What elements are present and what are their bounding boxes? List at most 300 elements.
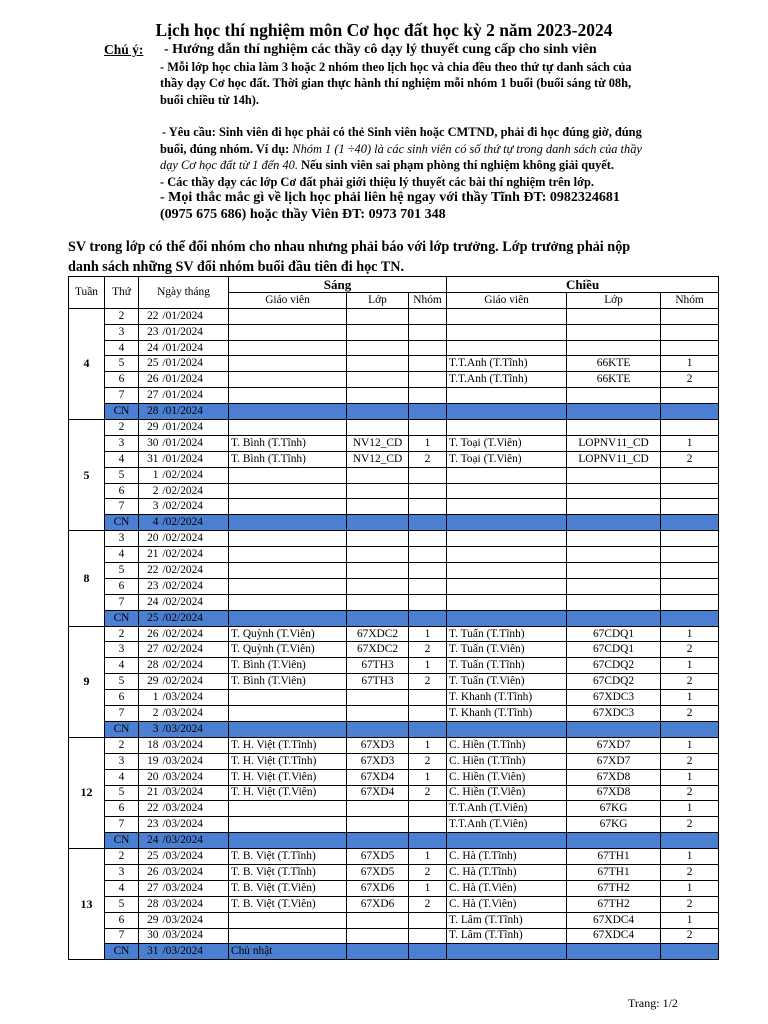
morning-class bbox=[347, 610, 409, 626]
afternoon-class bbox=[567, 547, 661, 563]
afternoon-teacher: T.T.Anh (T.Tĩnh) bbox=[447, 356, 567, 372]
table-row bbox=[69, 356, 719, 372]
month-cell: /03/2024 bbox=[161, 912, 229, 928]
table-row bbox=[69, 499, 719, 515]
morning-group bbox=[409, 467, 447, 483]
afternoon-class bbox=[567, 944, 661, 960]
morning-class bbox=[347, 356, 409, 372]
thu-cell: 2 bbox=[105, 420, 139, 436]
day-cell: 26 bbox=[139, 626, 161, 642]
month-cell: /01/2024 bbox=[161, 435, 229, 451]
thu-cell: 3 bbox=[105, 531, 139, 547]
table-row bbox=[69, 849, 719, 865]
day-cell: 21 bbox=[139, 785, 161, 801]
afternoon-group: 1 bbox=[661, 435, 719, 451]
table-row bbox=[69, 340, 719, 356]
morning-group: 2 bbox=[409, 674, 447, 690]
afternoon-class: 67TH1 bbox=[567, 849, 661, 865]
afternoon-teacher bbox=[447, 308, 567, 324]
table-row bbox=[69, 610, 719, 626]
afternoon-teacher bbox=[447, 563, 567, 579]
morning-group bbox=[409, 721, 447, 737]
header-chieu-nhom: Nhóm bbox=[661, 292, 719, 308]
morning-class bbox=[347, 388, 409, 404]
afternoon-teacher bbox=[447, 388, 567, 404]
month-cell: /02/2024 bbox=[161, 674, 229, 690]
note-3a: - Yêu cầu: Sinh viên đi học phải có thẻ Sinh viên hoặc CMTND, phải đi học đúng giờ, đúng bbox=[162, 125, 642, 139]
month-cell: /03/2024 bbox=[161, 896, 229, 912]
afternoon-teacher bbox=[447, 721, 567, 737]
table-row bbox=[69, 372, 719, 388]
afternoon-class bbox=[567, 563, 661, 579]
morning-group bbox=[409, 928, 447, 944]
afternoon-class bbox=[567, 388, 661, 404]
morning-class bbox=[347, 372, 409, 388]
morning-group bbox=[409, 706, 447, 722]
morning-group: 1 bbox=[409, 849, 447, 865]
morning-teacher: T. H. Việt (T.Viên) bbox=[229, 785, 347, 801]
afternoon-class: 67KG bbox=[567, 801, 661, 817]
afternoon-group bbox=[661, 308, 719, 324]
thu-cell: CN bbox=[105, 944, 139, 960]
afternoon-group: 1 bbox=[661, 690, 719, 706]
table-row bbox=[69, 563, 719, 579]
table-row bbox=[69, 690, 719, 706]
morning-class bbox=[347, 912, 409, 928]
morning-teacher: T. Quỳnh (T.Viên) bbox=[229, 626, 347, 642]
morning-group: 1 bbox=[409, 737, 447, 753]
afternoon-class bbox=[567, 578, 661, 594]
afternoon-group: 1 bbox=[661, 769, 719, 785]
day-cell: 25 bbox=[139, 610, 161, 626]
afternoon-teacher bbox=[447, 515, 567, 531]
month-cell: /03/2024 bbox=[161, 753, 229, 769]
morning-class bbox=[347, 324, 409, 340]
table-row bbox=[69, 483, 719, 499]
month-cell: /02/2024 bbox=[161, 594, 229, 610]
thu-cell: 5 bbox=[105, 785, 139, 801]
afternoon-class: 67TH1 bbox=[567, 864, 661, 880]
thu-cell: CN bbox=[105, 610, 139, 626]
month-cell: /03/2024 bbox=[161, 737, 229, 753]
morning-group: 2 bbox=[409, 451, 447, 467]
morning-group: 2 bbox=[409, 753, 447, 769]
thu-cell: 6 bbox=[105, 801, 139, 817]
afternoon-teacher: T.T.Anh (T.Tĩnh) bbox=[447, 372, 567, 388]
morning-teacher bbox=[229, 721, 347, 737]
thu-cell: 2 bbox=[105, 626, 139, 642]
afternoon-group bbox=[661, 467, 719, 483]
table-row bbox=[69, 594, 719, 610]
day-cell: 27 bbox=[139, 880, 161, 896]
thu-cell: 7 bbox=[105, 928, 139, 944]
afternoon-group bbox=[661, 721, 719, 737]
afternoon-group: 1 bbox=[661, 356, 719, 372]
note-1: - Hướng dẫn thí nghiệm các thầy cô dạy lý thuyết cung cấp cho sinh viên bbox=[164, 42, 597, 57]
note-label: Chú ý: bbox=[104, 42, 144, 57]
table-row bbox=[69, 578, 719, 594]
afternoon-teacher: C. Hiền (T.Viên) bbox=[447, 785, 567, 801]
afternoon-class: 67XDC4 bbox=[567, 928, 661, 944]
morning-class: 67XD6 bbox=[347, 896, 409, 912]
morning-teacher: T. H. Việt (T.Viên) bbox=[229, 769, 347, 785]
afternoon-class: 67XDC3 bbox=[567, 706, 661, 722]
afternoon-class bbox=[567, 594, 661, 610]
afternoon-group bbox=[661, 483, 719, 499]
afternoon-class: 66KTE bbox=[567, 356, 661, 372]
day-cell: 26 bbox=[139, 864, 161, 880]
afternoon-teacher: T.T.Anh (T.Viên) bbox=[447, 817, 567, 833]
morning-group bbox=[409, 340, 447, 356]
thu-cell: 7 bbox=[105, 594, 139, 610]
table-row bbox=[69, 706, 719, 722]
month-cell: /02/2024 bbox=[161, 578, 229, 594]
afternoon-class bbox=[567, 340, 661, 356]
day-cell: 29 bbox=[139, 420, 161, 436]
afternoon-class bbox=[567, 308, 661, 324]
header-thu: Thứ bbox=[105, 277, 139, 309]
morning-group bbox=[409, 912, 447, 928]
afternoon-group bbox=[661, 531, 719, 547]
day-cell: 28 bbox=[139, 658, 161, 674]
morning-group bbox=[409, 563, 447, 579]
afternoon-group bbox=[661, 610, 719, 626]
morning-group bbox=[409, 356, 447, 372]
day-cell: 21 bbox=[139, 547, 161, 563]
thu-cell: 4 bbox=[105, 547, 139, 563]
thu-cell: 6 bbox=[105, 690, 139, 706]
afternoon-group bbox=[661, 340, 719, 356]
thu-cell: 7 bbox=[105, 388, 139, 404]
afternoon-class: 67XD7 bbox=[567, 753, 661, 769]
day-cell: 25 bbox=[139, 849, 161, 865]
morning-group bbox=[409, 817, 447, 833]
morning-group bbox=[409, 610, 447, 626]
thu-cell: 4 bbox=[105, 880, 139, 896]
morning-class bbox=[347, 499, 409, 515]
month-cell: /02/2024 bbox=[161, 531, 229, 547]
thu-cell: 3 bbox=[105, 435, 139, 451]
morning-class: 67XD3 bbox=[347, 737, 409, 753]
afternoon-teacher bbox=[447, 594, 567, 610]
table-row bbox=[69, 308, 719, 324]
afternoon-teacher: C. Hà (T.Viên) bbox=[447, 880, 567, 896]
morning-group: 1 bbox=[409, 626, 447, 642]
thu-cell: 5 bbox=[105, 674, 139, 690]
afternoon-class: 67XD7 bbox=[567, 737, 661, 753]
note-2c: buổi chiều từ 14h). bbox=[160, 92, 260, 107]
month-cell: /03/2024 bbox=[161, 944, 229, 960]
day-cell: 24 bbox=[139, 340, 161, 356]
week-number: 4 bbox=[69, 308, 105, 419]
morning-class: 67TH3 bbox=[347, 674, 409, 690]
afternoon-teacher: T. Toại (T.Viên) bbox=[447, 451, 567, 467]
morning-teacher: T. B. Việt (T.Tĩnh) bbox=[229, 864, 347, 880]
month-cell: /03/2024 bbox=[161, 864, 229, 880]
afternoon-group bbox=[661, 833, 719, 849]
afternoon-group bbox=[661, 594, 719, 610]
afternoon-group: 1 bbox=[661, 801, 719, 817]
table-row bbox=[69, 753, 719, 769]
month-cell: /03/2024 bbox=[161, 706, 229, 722]
afternoon-class bbox=[567, 483, 661, 499]
month-cell: /03/2024 bbox=[161, 817, 229, 833]
morning-group: 2 bbox=[409, 896, 447, 912]
day-cell: 1 bbox=[139, 690, 161, 706]
month-cell: /01/2024 bbox=[161, 324, 229, 340]
thu-cell: 4 bbox=[105, 658, 139, 674]
afternoon-teacher bbox=[447, 944, 567, 960]
day-cell: 4 bbox=[139, 515, 161, 531]
morning-class: 67XDC2 bbox=[347, 626, 409, 642]
table-row bbox=[69, 864, 719, 880]
morning-group bbox=[409, 420, 447, 436]
day-cell: 29 bbox=[139, 674, 161, 690]
thu-cell: 5 bbox=[105, 356, 139, 372]
month-cell: /03/2024 bbox=[161, 769, 229, 785]
thu-cell: 4 bbox=[105, 769, 139, 785]
table-row bbox=[69, 451, 719, 467]
afternoon-group: 2 bbox=[661, 642, 719, 658]
morning-teacher bbox=[229, 404, 347, 420]
morning-teacher: T. Bình (T.Tĩnh) bbox=[229, 435, 347, 451]
afternoon-class: 67XD8 bbox=[567, 785, 661, 801]
morning-teacher bbox=[229, 833, 347, 849]
afternoon-teacher bbox=[447, 578, 567, 594]
sv-note-line-1: SV trong lớp có thể đổi nhóm cho nhau nhưng phải báo với lớp trưởng. Lớp trưởng phải nộp bbox=[68, 239, 631, 255]
thu-cell: 2 bbox=[105, 849, 139, 865]
afternoon-class: 67XDC4 bbox=[567, 912, 661, 928]
thu-cell: CN bbox=[105, 721, 139, 737]
afternoon-teacher bbox=[447, 340, 567, 356]
table-row bbox=[69, 420, 719, 436]
afternoon-group: 1 bbox=[661, 849, 719, 865]
table-row bbox=[69, 531, 719, 547]
morning-teacher bbox=[229, 912, 347, 928]
month-cell: /02/2024 bbox=[161, 499, 229, 515]
day-cell: 22 bbox=[139, 563, 161, 579]
thu-cell: 7 bbox=[105, 817, 139, 833]
day-cell: 18 bbox=[139, 737, 161, 753]
morning-teacher bbox=[229, 388, 347, 404]
month-cell: /02/2024 bbox=[161, 547, 229, 563]
header-sang-gv: Giáo viên bbox=[229, 292, 347, 308]
thu-cell: 4 bbox=[105, 340, 139, 356]
morning-teacher bbox=[229, 706, 347, 722]
morning-class bbox=[347, 547, 409, 563]
afternoon-class bbox=[567, 721, 661, 737]
morning-teacher bbox=[229, 467, 347, 483]
day-cell: 24 bbox=[139, 833, 161, 849]
morning-group bbox=[409, 944, 447, 960]
morning-teacher: T. Bình (T.Viên) bbox=[229, 674, 347, 690]
afternoon-class: 66KTE bbox=[567, 372, 661, 388]
day-cell: 27 bbox=[139, 642, 161, 658]
morning-class bbox=[347, 944, 409, 960]
month-cell: /03/2024 bbox=[161, 833, 229, 849]
morning-teacher bbox=[229, 340, 347, 356]
day-cell: 31 bbox=[139, 944, 161, 960]
morning-group: 1 bbox=[409, 658, 447, 674]
afternoon-group: 1 bbox=[661, 912, 719, 928]
afternoon-teacher: C. Hiền (T.Tĩnh) bbox=[447, 753, 567, 769]
morning-group bbox=[409, 388, 447, 404]
table-row bbox=[69, 547, 719, 563]
morning-teacher bbox=[229, 578, 347, 594]
afternoon-class: 67TH2 bbox=[567, 896, 661, 912]
morning-teacher bbox=[229, 515, 347, 531]
day-cell: 26 bbox=[139, 372, 161, 388]
morning-teacher bbox=[229, 420, 347, 436]
afternoon-class bbox=[567, 610, 661, 626]
morning-teacher bbox=[229, 817, 347, 833]
afternoon-group bbox=[661, 420, 719, 436]
afternoon-group: 1 bbox=[661, 737, 719, 753]
afternoon-class bbox=[567, 833, 661, 849]
morning-class bbox=[347, 833, 409, 849]
week-number: 13 bbox=[69, 849, 105, 960]
header-tuan: Tuần bbox=[69, 277, 105, 309]
table-row bbox=[69, 324, 719, 340]
table-row bbox=[69, 817, 719, 833]
afternoon-teacher: T. Khanh (T.Tĩnh) bbox=[447, 706, 567, 722]
afternoon-teacher bbox=[447, 547, 567, 563]
table-row bbox=[69, 880, 719, 896]
day-cell: 22 bbox=[139, 308, 161, 324]
morning-class bbox=[347, 721, 409, 737]
header-sang: Sáng bbox=[229, 277, 447, 293]
thu-cell: 3 bbox=[105, 642, 139, 658]
thu-cell: CN bbox=[105, 515, 139, 531]
morning-teacher bbox=[229, 499, 347, 515]
afternoon-group: 2 bbox=[661, 706, 719, 722]
afternoon-class: LOPNV11_CD bbox=[567, 451, 661, 467]
morning-group bbox=[409, 547, 447, 563]
thu-cell: 6 bbox=[105, 372, 139, 388]
morning-teacher: T. B. Việt (T.Viên) bbox=[229, 896, 347, 912]
month-cell: /02/2024 bbox=[161, 515, 229, 531]
morning-class bbox=[347, 420, 409, 436]
morning-teacher: T. Bình (T.Viên) bbox=[229, 658, 347, 674]
morning-teacher bbox=[229, 563, 347, 579]
day-cell: 3 bbox=[139, 499, 161, 515]
afternoon-teacher: T. Toại (T.Viên) bbox=[447, 435, 567, 451]
afternoon-group: 1 bbox=[661, 626, 719, 642]
afternoon-class bbox=[567, 531, 661, 547]
table-row bbox=[69, 388, 719, 404]
afternoon-group: 2 bbox=[661, 864, 719, 880]
morning-teacher: T. H. Việt (T.Tĩnh) bbox=[229, 737, 347, 753]
morning-group: 2 bbox=[409, 642, 447, 658]
morning-group bbox=[409, 483, 447, 499]
morning-class bbox=[347, 340, 409, 356]
afternoon-group: 2 bbox=[661, 451, 719, 467]
morning-group bbox=[409, 499, 447, 515]
morning-class bbox=[347, 801, 409, 817]
thu-cell: 2 bbox=[105, 737, 139, 753]
month-cell: /02/2024 bbox=[161, 467, 229, 483]
afternoon-class: 67CDQ1 bbox=[567, 642, 661, 658]
afternoon-class bbox=[567, 499, 661, 515]
morning-class: 67XDC2 bbox=[347, 642, 409, 658]
month-cell: /03/2024 bbox=[161, 801, 229, 817]
afternoon-teacher: T.T.Anh (T.Viên) bbox=[447, 801, 567, 817]
morning-class bbox=[347, 690, 409, 706]
morning-teacher: T. Quỳnh (T.Viên) bbox=[229, 642, 347, 658]
table-row bbox=[69, 674, 719, 690]
header-chieu-lop: Lớp bbox=[567, 292, 661, 308]
thu-cell: 3 bbox=[105, 753, 139, 769]
morning-group bbox=[409, 324, 447, 340]
morning-class: NV12_CD bbox=[347, 451, 409, 467]
morning-group bbox=[409, 578, 447, 594]
morning-group: 1 bbox=[409, 769, 447, 785]
thu-cell: 5 bbox=[105, 467, 139, 483]
month-cell: /02/2024 bbox=[161, 563, 229, 579]
day-cell: 28 bbox=[139, 896, 161, 912]
afternoon-teacher: T. Lâm (T.Tĩnh) bbox=[447, 912, 567, 928]
note-5b: (0975 675 686) hoặc thầy Viên ĐT: 0973 701 348 bbox=[160, 206, 446, 222]
morning-group bbox=[409, 372, 447, 388]
schedule-table bbox=[68, 276, 719, 960]
morning-group bbox=[409, 404, 447, 420]
month-cell: /02/2024 bbox=[161, 626, 229, 642]
month-cell: /03/2024 bbox=[161, 785, 229, 801]
morning-class: 67XD3 bbox=[347, 753, 409, 769]
afternoon-teacher bbox=[447, 483, 567, 499]
thu-cell: 6 bbox=[105, 578, 139, 594]
month-cell: /01/2024 bbox=[161, 388, 229, 404]
day-cell: 1 bbox=[139, 467, 161, 483]
table-row bbox=[69, 435, 719, 451]
thu-cell: CN bbox=[105, 404, 139, 420]
morning-teacher: Chủ nhật bbox=[229, 944, 347, 960]
morning-class: NV12_CD bbox=[347, 435, 409, 451]
note-2a: - Mỗi lớp học chia làm 3 hoặc 2 nhóm theo lịch học và chia đều theo thứ tự danh sách của bbox=[160, 59, 632, 74]
morning-teacher bbox=[229, 928, 347, 944]
afternoon-group: 2 bbox=[661, 753, 719, 769]
morning-class bbox=[347, 404, 409, 420]
afternoon-group: 2 bbox=[661, 896, 719, 912]
thu-cell: 4 bbox=[105, 451, 139, 467]
week-number: 8 bbox=[69, 531, 105, 626]
morning-teacher bbox=[229, 547, 347, 563]
week-number: 5 bbox=[69, 420, 105, 531]
morning-class bbox=[347, 308, 409, 324]
header-sang-nhom: Nhóm bbox=[409, 292, 447, 308]
morning-class bbox=[347, 515, 409, 531]
afternoon-group: 2 bbox=[661, 817, 719, 833]
afternoon-teacher: T. Khanh (T.Tĩnh) bbox=[447, 690, 567, 706]
morning-class: 67XD5 bbox=[347, 864, 409, 880]
thu-cell: 6 bbox=[105, 483, 139, 499]
day-cell: 3 bbox=[139, 721, 161, 737]
table-row bbox=[69, 515, 719, 531]
morning-group: 2 bbox=[409, 785, 447, 801]
month-cell: /01/2024 bbox=[161, 372, 229, 388]
sv-note-line-2: danh sách những SV đổi nhóm buổi đầu tiên đi học TN. bbox=[68, 259, 405, 275]
month-cell: /03/2024 bbox=[161, 690, 229, 706]
day-cell: 20 bbox=[139, 531, 161, 547]
month-cell: /01/2024 bbox=[161, 451, 229, 467]
week-number: 9 bbox=[69, 626, 105, 737]
header-ngay: Ngày tháng bbox=[139, 277, 229, 309]
table-row bbox=[69, 737, 719, 753]
afternoon-group bbox=[661, 563, 719, 579]
table-row bbox=[69, 785, 719, 801]
morning-group: 1 bbox=[409, 880, 447, 896]
table-row bbox=[69, 404, 719, 420]
